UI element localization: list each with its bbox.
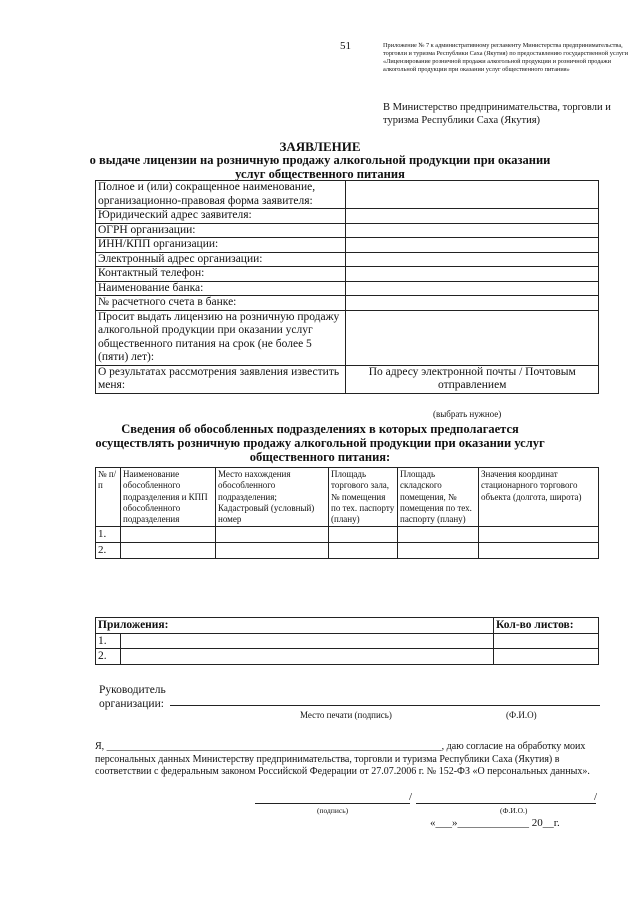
date-line[interactable]: «___»_____________ 20__г. xyxy=(430,817,560,829)
table-cell[interactable] xyxy=(121,543,216,559)
form-value-field[interactable] xyxy=(346,238,599,253)
table-cell[interactable] xyxy=(479,543,599,559)
table-row xyxy=(96,633,599,649)
document-subtitle xyxy=(0,153,640,181)
form-label: № расчетного счета в банке: xyxy=(96,296,346,311)
form-row xyxy=(96,238,599,253)
head-label xyxy=(99,683,179,711)
head-signature-line[interactable] xyxy=(170,705,600,706)
table-row xyxy=(96,649,599,665)
form-value-field[interactable] xyxy=(346,310,599,365)
form-label: Полное и (или) сокращенное наименование, организационно-правовая форма заявителя: xyxy=(96,181,346,209)
form-label: Просит выдать лицензию на розничную продажу алкогольной продукции при оказании услуг общественного питания на срок (не более 5 (пяти) лет): xyxy=(96,310,346,365)
result-options[interactable]: По адресу электронной почты / Почтовым отправлением xyxy=(346,365,599,393)
form-value-field[interactable] xyxy=(346,267,599,282)
form-row xyxy=(96,209,599,224)
table-cell[interactable] xyxy=(398,543,479,559)
form-row xyxy=(96,365,599,393)
form-row xyxy=(96,267,599,282)
attachment-name-cell[interactable] xyxy=(121,649,494,665)
table-cell[interactable] xyxy=(121,527,216,543)
column-header: Площадь складского помещения, № помещения по тех. паспорту (плану) xyxy=(398,468,479,527)
form-label: ИНН/КПП организации: xyxy=(96,238,346,253)
appendix-note: Приложение № 7 к административному регламенту Министерства предпринимательства, торговли и туризма Республики Саха (Якутия) по предоставлению государственной услуги «Лицензирование розничной продажи алкогольной продукции и розничной продажи алкогольной продукции при оказании услуг общественного питания» xyxy=(383,42,628,74)
attachments-label: Приложения: xyxy=(96,618,494,634)
attachment-name-cell[interactable] xyxy=(121,633,494,649)
table-cell[interactable] xyxy=(479,527,599,543)
sheets-label: Кол-во листов: xyxy=(494,618,599,634)
sheets-count-cell[interactable] xyxy=(494,649,599,665)
form-label: ОГРН организации: xyxy=(96,223,346,238)
form-value-field[interactable] xyxy=(346,209,599,224)
signature-separator: / xyxy=(409,791,413,803)
form-label: Наименование банка: xyxy=(96,281,346,296)
fio-caption: (Ф.И.О.) xyxy=(500,806,528,815)
form-label: Контактный телефон: xyxy=(96,267,346,282)
table-header-row xyxy=(96,618,599,634)
head-label-text: Руководитель организации: xyxy=(99,684,166,710)
document-title: ЗАЯВЛЕНИЕ xyxy=(279,139,361,154)
row-number: 1. xyxy=(96,633,121,649)
stamp-label: Место печати (подпись) xyxy=(300,710,392,720)
subdivisions-table xyxy=(95,467,599,559)
column-header: Площадь торгового зала, № помещения по тех. паспорту (плану) xyxy=(329,468,398,527)
page-number: 51 xyxy=(340,40,351,52)
subdivisions-title-text: Сведения об обособленных подразделениях в которых предполагается осуществлять розничную продажу алкогольной продукции при оказании услуг общественного питания: xyxy=(95,422,545,464)
application-form-table xyxy=(95,180,599,394)
sheets-count-cell[interactable] xyxy=(494,633,599,649)
form-value-field[interactable] xyxy=(346,223,599,238)
table-cell[interactable] xyxy=(398,527,479,543)
fio-line[interactable] xyxy=(416,803,596,804)
result-label: О результатах рассмотрения заявления известить меня: xyxy=(96,365,346,393)
form-row xyxy=(96,181,599,209)
form-value-field[interactable] xyxy=(346,296,599,311)
table-cell[interactable] xyxy=(216,527,329,543)
consent-text: Я, ___________________________________________________________________, даю согласие на обработку моих персональных данных Министерству предпринимательства, торговли и туризма Республики Саха (Якутия) в соответствии с федеральным законом Российской Федерации от 27.07.2006 г. № 152-ФЗ «О персональных данных». xyxy=(95,741,590,777)
form-row xyxy=(96,281,599,296)
signature-line[interactable] xyxy=(255,803,410,804)
column-header: Значения координат стационарного торгового объекта (долгота, широта) xyxy=(479,468,599,527)
table-cell[interactable] xyxy=(329,543,398,559)
table-row xyxy=(96,543,599,559)
table-cell[interactable] xyxy=(216,543,329,559)
form-row xyxy=(96,296,599,311)
form-value-field[interactable] xyxy=(346,181,599,209)
addressee: В Министерство предпринимательства, торговли и туризма Республики Саха (Якутия) xyxy=(383,102,611,126)
form-value-field[interactable] xyxy=(346,281,599,296)
form-row xyxy=(96,223,599,238)
table-cell[interactable] xyxy=(329,527,398,543)
form-label: Юридический адрес заявителя: xyxy=(96,209,346,224)
fio-label: (Ф.И.О) xyxy=(506,710,537,720)
table-row xyxy=(96,527,599,543)
subdivisions-title xyxy=(0,422,640,464)
table-header-row xyxy=(96,468,599,527)
fio-separator: / xyxy=(594,791,598,803)
form-label: Электронный адрес организации: xyxy=(96,252,346,267)
form-row xyxy=(96,310,599,365)
column-header: № п/п xyxy=(96,468,121,527)
form-row xyxy=(96,252,599,267)
choose-note: (выбрать нужное) xyxy=(433,409,502,419)
signature-caption: (подпись) xyxy=(317,806,349,815)
column-header: Наименование обособленного подразделения и КПП обособленного подразделения xyxy=(121,468,216,527)
form-value-field[interactable] xyxy=(346,252,599,267)
row-number: 1. xyxy=(96,527,121,543)
row-number: 2. xyxy=(96,649,121,665)
attachments-table xyxy=(95,617,599,665)
document-subtitle-text: о выдаче лицензии на розничную продажу алкогольной продукции при оказании услуг общественного питания xyxy=(89,153,551,181)
column-header: Место нахождения обособленного подразделения; Кадастровый (условный) номер xyxy=(216,468,329,527)
row-number: 2. xyxy=(96,543,121,559)
